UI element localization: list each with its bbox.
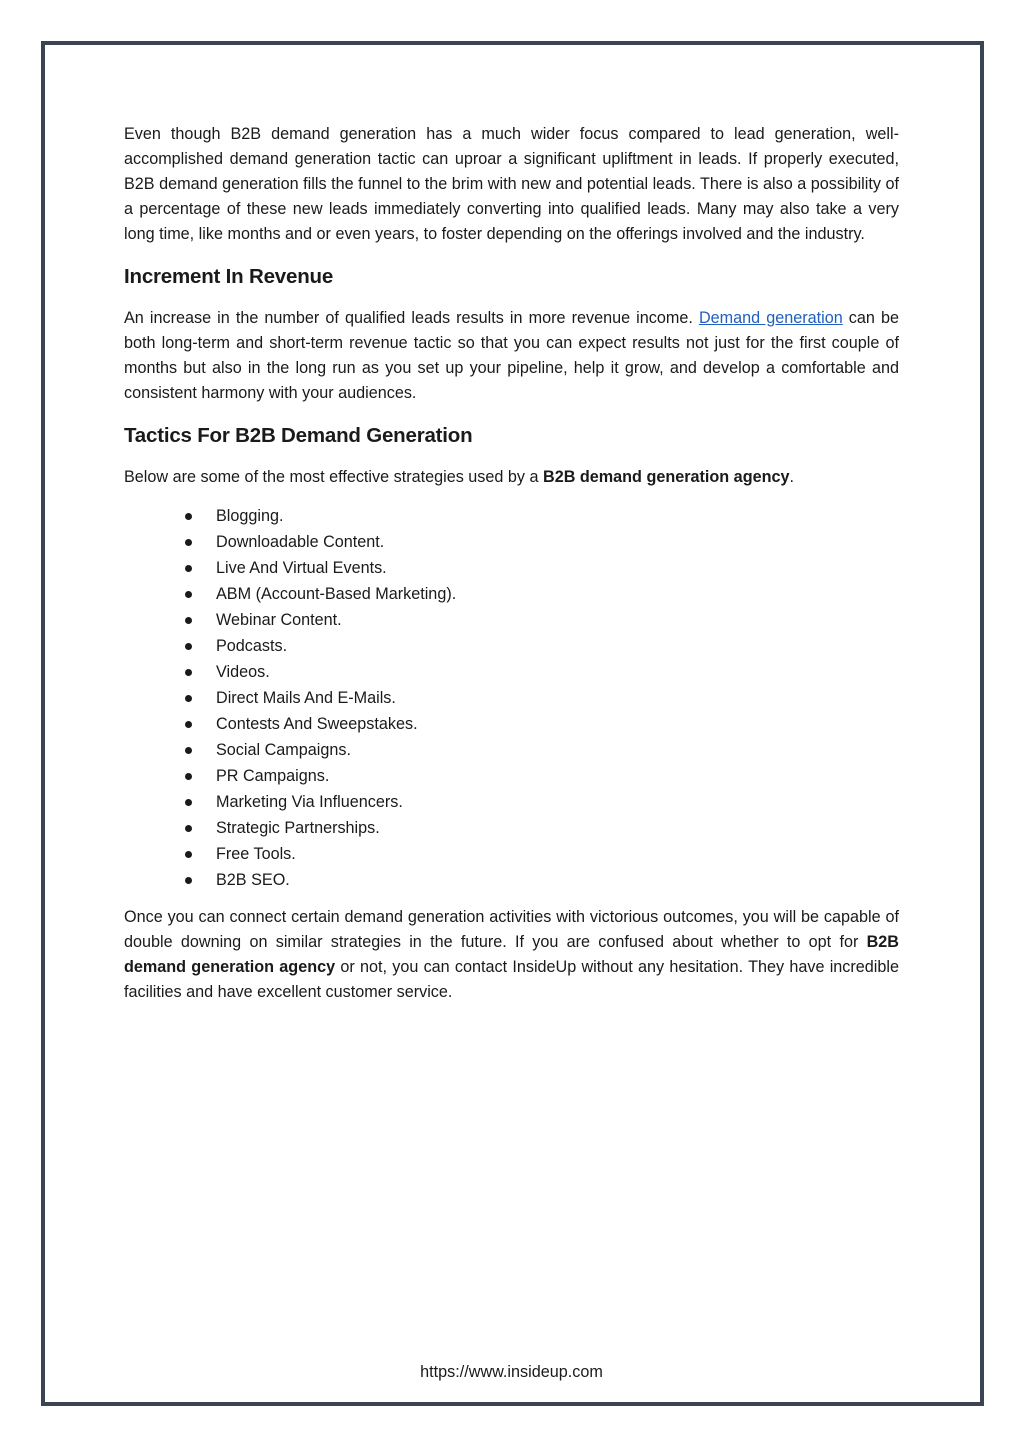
list-item <box>124 581 899 607</box>
list-item <box>124 763 899 789</box>
bullet-icon <box>185 877 192 884</box>
bullet-icon <box>185 617 192 624</box>
bullet-icon <box>185 539 192 546</box>
bullet-icon <box>185 513 192 520</box>
closing-bold: B2B demand generation agency <box>124 933 899 976</box>
list-item-label: Direct Mails And E-Mails. <box>216 689 396 707</box>
list-item-label: Videos. <box>216 663 270 681</box>
document-body <box>124 122 899 1005</box>
list-item <box>124 685 899 711</box>
list-item-label: Social Campaigns. <box>216 741 351 759</box>
list-item <box>124 737 899 763</box>
revenue-text-after-link: can be both long-term and short-term revenue tactic so that you can expect results not just for the first couple of months but also in the long run as you set up your pipeline, help it grow, and develop a comfortable and consistent harmony with your audiences. <box>124 309 899 402</box>
bullet-icon <box>185 799 192 806</box>
list-item <box>124 659 899 685</box>
bullet-icon <box>185 721 192 728</box>
list-item <box>124 841 899 867</box>
list-item-label: Webinar Content. <box>216 611 342 629</box>
list-item-label: Live And Virtual Events. <box>216 559 387 577</box>
list-item-label: Free Tools. <box>216 845 296 863</box>
tactics-list <box>124 503 899 893</box>
bullet-icon <box>185 669 192 676</box>
list-item <box>124 555 899 581</box>
list-item <box>124 867 899 893</box>
bullet-icon <box>185 747 192 754</box>
list-item <box>124 503 899 529</box>
intro-paragraph: Even though B2B demand generation has a much wider focus compared to lead generation, well-accomplished demand generation tactic can uproar a significant upliftment in leads. If properly executed, B2B demand generation fills the funnel to the brim with new and potential leads. There is also a possibility of a percentage of these new leads immediately converting into qualified leads. Many may also take a very long time, like months and or even years, to foster depending on the offerings involved and the industry. <box>124 125 899 243</box>
bullet-icon <box>185 851 192 858</box>
list-item-label: Podcasts. <box>216 637 288 655</box>
tactics-intro-text: Below are some of the most effective strategies used by a <box>124 468 543 486</box>
footer-url[interactable]: https://www.insideup.com <box>420 1363 603 1381</box>
closing-paragraph <box>124 905 899 1005</box>
list-item-label: PR Campaigns. <box>216 767 330 785</box>
demand-generation-link[interactable]: Demand generation <box>698 309 843 327</box>
tactics-intro-bold: B2B demand generation agency <box>543 468 790 486</box>
bullet-icon <box>185 565 192 572</box>
list-item-label: Downloadable Content. <box>216 533 385 551</box>
heading-increment-in-revenue: Increment In Revenue <box>124 265 334 288</box>
list-item <box>124 633 899 659</box>
list-item-label: Contests And Sweepstakes. <box>216 715 418 733</box>
list-item-label: Marketing Via Influencers. <box>216 793 403 811</box>
tactics-intro-paragraph <box>124 465 899 490</box>
list-item-label: B2B SEO. <box>216 871 290 889</box>
list-item-label: Blogging. <box>216 507 284 525</box>
list-item <box>124 815 899 841</box>
closing-text-end: or not, you can contact InsideUp without any hesitation. They have incredible facilities and have excellent customer service. <box>124 958 899 1001</box>
list-item <box>124 529 899 555</box>
bullet-icon <box>185 591 192 598</box>
list-item-label: Strategic Partnerships. <box>216 819 380 837</box>
closing-text-start: Once you can connect certain demand generation activities with victorious outcomes, you will be capable of double downing on similar strategies in the future. If you are confused about whether to opt for <box>124 908 899 951</box>
heading-tactics: Tactics For B2B Demand Generation <box>124 424 473 447</box>
list-item <box>124 789 899 815</box>
bullet-icon <box>185 773 192 780</box>
revenue-paragraph <box>124 306 899 406</box>
list-item <box>124 607 899 633</box>
bullet-icon <box>185 643 192 650</box>
list-item-label: ABM (Account-Based Marketing). <box>216 585 457 603</box>
list-item <box>124 711 899 737</box>
bullet-icon <box>185 825 192 832</box>
revenue-text-before-link: An increase in the number of qualified leads results in more revenue income. <box>124 309 699 327</box>
bullet-icon <box>185 695 192 702</box>
tactics-intro-end: . <box>789 468 794 486</box>
